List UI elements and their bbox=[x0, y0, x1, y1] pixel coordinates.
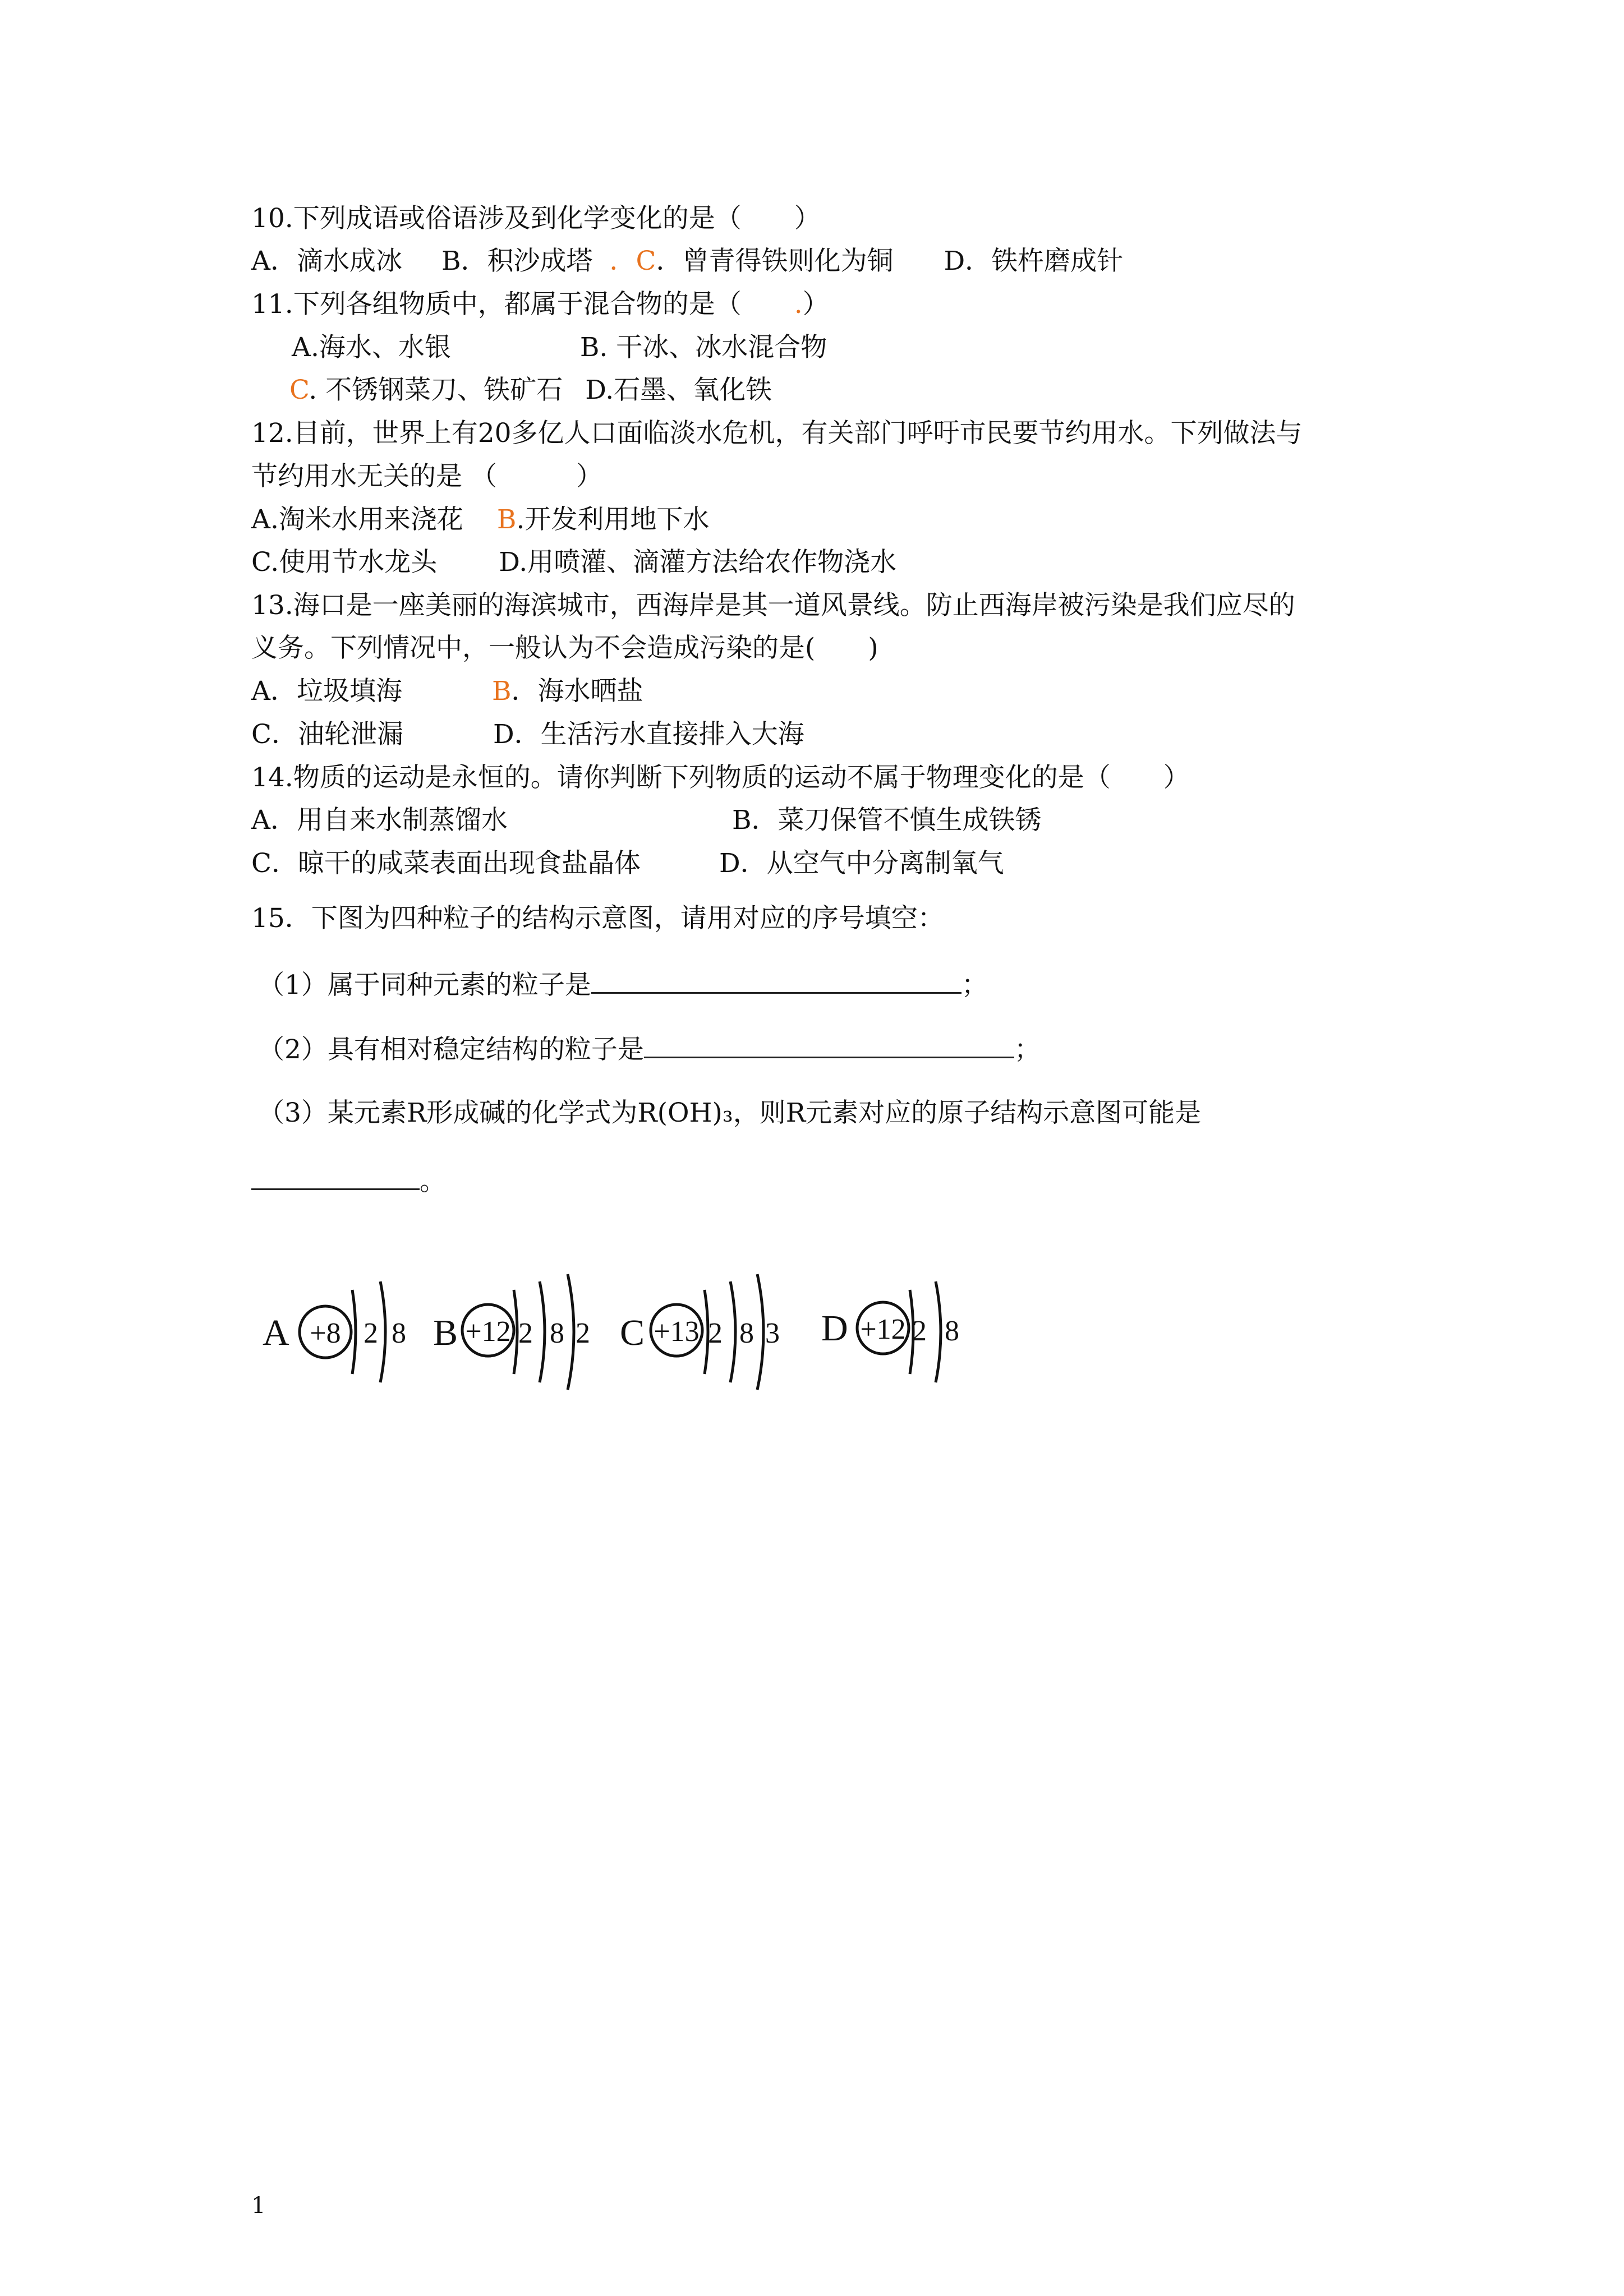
q13-stem-2: 义务。下列情况中，一般认为不会造成污染的是( ) bbox=[251, 633, 878, 663]
atom-A-nucleus: +8 bbox=[310, 1317, 341, 1349]
atom-B-nucleus: +12 bbox=[465, 1316, 511, 1348]
atom-C-label: C bbox=[620, 1312, 645, 1353]
q12-options-cd bbox=[251, 546, 896, 579]
q11-option-c-text: . 不锈钢菜刀、铁矿石 bbox=[309, 375, 563, 405]
q13-option-b-letter: B bbox=[491, 676, 512, 707]
atom-C-shell-3 bbox=[757, 1274, 763, 1390]
atom-C bbox=[620, 1274, 780, 1390]
atom-C-shell-2 bbox=[730, 1281, 735, 1382]
q11-option-b: B. 干冰、冰水混合物 bbox=[579, 332, 827, 363]
q15-stem: 15．下图为四种粒子的结构示意图，请用对应的序号填空： bbox=[251, 903, 944, 934]
q11-option-d: D.石墨、氧化铁 bbox=[585, 375, 772, 405]
q10-stem: 10.下列成语或俗语涉及到化学变化的是（ ） bbox=[251, 203, 821, 234]
q10-option-c-letter: C bbox=[636, 246, 656, 276]
q13-stem-1: 13.海口是一座美丽的海滨城市，西海岸是其一道风景线。防止西海岸被污染是我们应尽的 bbox=[251, 590, 1295, 621]
q12-stem-1: 12.目前，世界上有20多亿人口面临淡水危机，有关部门呼吁市民要节约用水。下列做法与 bbox=[251, 418, 1303, 449]
q10-option-c-text: ．曾青得铁则化为铜 bbox=[656, 246, 894, 276]
q11-options-ab bbox=[292, 331, 827, 365]
q14-options-cd bbox=[251, 847, 1004, 880]
atom-B bbox=[433, 1274, 590, 1390]
q13-option-c: C．油轮泄漏 bbox=[251, 719, 403, 750]
q14-option-b: B．菜刀保管不慎生成铁锈 bbox=[732, 805, 1042, 836]
atom-D-nucleus: +12 bbox=[860, 1313, 906, 1345]
atom-A bbox=[263, 1281, 406, 1382]
atom-C-shell-2-count: 8 bbox=[739, 1317, 754, 1349]
q11-stem bbox=[251, 288, 829, 321]
q12-options-ab bbox=[251, 503, 709, 537]
q10-option-a: A．滴水成冰 bbox=[251, 246, 402, 276]
q14-option-d: D．从空气中分离制氧气 bbox=[719, 848, 1004, 879]
q11-options-cd bbox=[289, 374, 772, 407]
q13-options-cd bbox=[251, 718, 804, 751]
q15-blank-1[interactable] bbox=[591, 967, 961, 994]
q14-option-c: C．晾干的咸菜表面出现食盐晶体 bbox=[251, 848, 641, 879]
q13-option-a: A．垃圾填海 bbox=[251, 676, 402, 707]
atom-B-label: B bbox=[433, 1312, 458, 1353]
q10-option-c-dot: ． bbox=[609, 246, 636, 276]
atom-A-shell-2-count: 8 bbox=[392, 1317, 406, 1349]
q15-part-3-answer bbox=[251, 1164, 446, 1198]
atom-B-shell-3-count: 2 bbox=[576, 1317, 590, 1349]
q11-option-a: A.海水、水银 bbox=[292, 332, 451, 363]
q15-part-1 bbox=[258, 967, 988, 1002]
atomic-structure-diagram bbox=[247, 1223, 1032, 1413]
q15-blank-2[interactable] bbox=[644, 1032, 1014, 1058]
atom-B-shell-2-count: 8 bbox=[550, 1317, 564, 1349]
q14-option-a: A．用自来水制蒸馏水 bbox=[251, 805, 508, 836]
atom-B-shell-3 bbox=[568, 1274, 574, 1390]
q11-stem-dot: . bbox=[794, 289, 803, 320]
page-number: 1 bbox=[251, 2193, 266, 2219]
q12-stem-2: 节约用水无关的是 （ ） bbox=[251, 461, 602, 492]
atom-A-label: A bbox=[263, 1312, 289, 1353]
q12-option-c: C.使用节水龙头 bbox=[251, 547, 438, 578]
q10-option-d: D．铁杵磨成针 bbox=[944, 246, 1124, 276]
q11-stem-close: ） bbox=[802, 289, 829, 320]
atom-D bbox=[821, 1281, 959, 1382]
q13-option-d: D．生活污水直接排入大海 bbox=[493, 719, 804, 750]
q15-part-1-end: ； bbox=[961, 970, 988, 1001]
q12-option-d: D.用喷灌、滴灌方法给农作物浇水 bbox=[499, 547, 897, 578]
q15-part-2 bbox=[258, 1032, 1041, 1067]
q15-part-2-text: （2）具有相对稳定结构的粒子是 bbox=[258, 1034, 644, 1065]
q15-blank-3[interactable] bbox=[251, 1164, 420, 1190]
atom-A-shell-1 bbox=[352, 1290, 356, 1374]
q14-options-ab bbox=[251, 804, 1042, 837]
q13-options-ab bbox=[251, 675, 643, 708]
q11-stem-text: 11.下列各组物质中，都属于混合物的是（ bbox=[251, 289, 794, 320]
q15-part-2-end: ； bbox=[1014, 1034, 1041, 1065]
atom-B-shell-2 bbox=[540, 1281, 545, 1382]
atom-C-shell-1-count: 2 bbox=[708, 1317, 723, 1349]
atom-D-label: D bbox=[821, 1308, 848, 1349]
atom-D-shell-2 bbox=[936, 1281, 941, 1382]
q11-option-c-letter: C bbox=[289, 375, 309, 405]
atom-D-shell-2-count: 8 bbox=[945, 1315, 959, 1347]
q10-options bbox=[251, 245, 1123, 278]
atom-C-shell-3-count: 3 bbox=[765, 1317, 780, 1349]
atom-C-nucleus: +13 bbox=[654, 1316, 700, 1348]
q15-part-3: （3）某元素R形成碱的化学式为R(OH)₃，则R元素对应的原子结构示意图可能是 bbox=[258, 1098, 1202, 1128]
q15-part-1-text: （1）属于同种元素的粒子是 bbox=[258, 970, 591, 1001]
q10-option-b: B．积沙成塔 bbox=[441, 246, 593, 276]
atom-A-shell-2 bbox=[380, 1281, 385, 1382]
q12-option-a: A.淘米水用来浇花 bbox=[251, 504, 463, 535]
atom-B-shell-1-count: 2 bbox=[518, 1317, 533, 1349]
q15-part-3-end: 。 bbox=[420, 1166, 446, 1197]
q12-option-b-text: .开发利用地下水 bbox=[516, 504, 710, 535]
q12-option-b-letter: B bbox=[496, 504, 517, 535]
atom-D-shell-1-count: 2 bbox=[912, 1315, 927, 1347]
atom-A-shell-1-count: 2 bbox=[364, 1317, 378, 1349]
q14-stem: 14.物质的运动是永恒的。请你判断下列物质的运动不属于物理变化的是（ ） bbox=[251, 762, 1190, 793]
q13-option-b-text: ．海水晒盐 bbox=[511, 676, 643, 707]
